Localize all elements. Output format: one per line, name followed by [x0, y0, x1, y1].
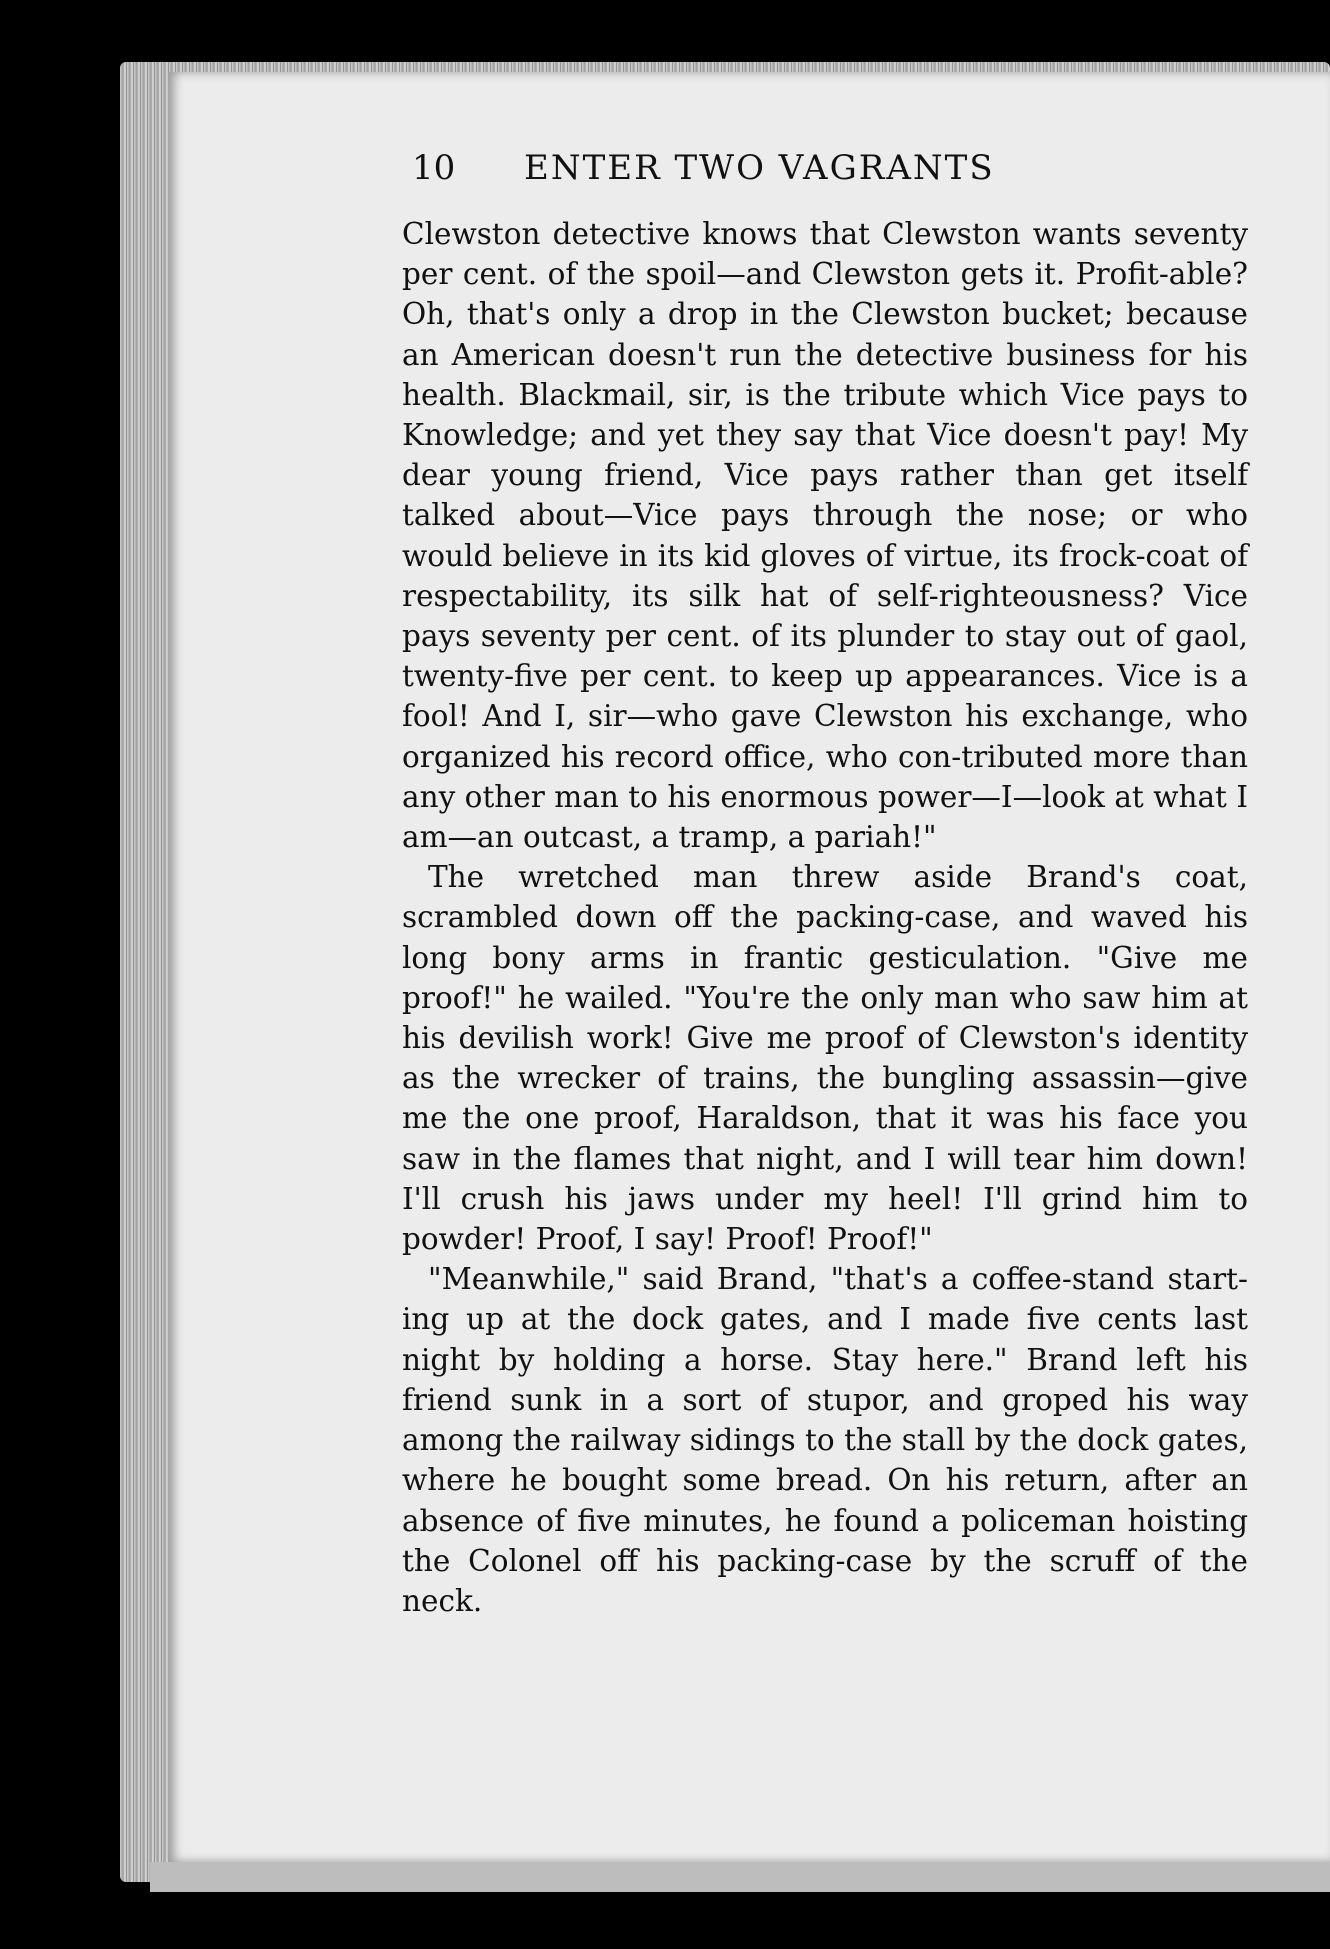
page-header — [412, 148, 1072, 198]
page-number: 10 — [412, 148, 456, 188]
body-text — [402, 214, 1248, 1621]
paragraph-2: The wretched man threw aside Brand's coat, scrambled down off the packing-case, and waved his long bony arms in frantic gesticulation. "Give me proof!" he wailed. "You're the only man who saw him at his devilish work! Give me proof of Clewston's identity as the wrecker of trains, the bungling assassin—give me the one proof, Haraldson, that it was his face you saw in the flames that night, and I will tear him down! I'll crush his jaws under my heel! I'll grind him to powder! Proof, I say! Proof! Proof!" — [402, 860, 1248, 1257]
page-bottom-edge — [150, 1862, 1330, 1892]
paragraph-3: "Meanwhile," said Brand, "that's a coffee-stand start-ing up at the dock gates, and I made five cents last night by holding a horse. Stay here." Brand left his friend sunk in a sort of stupor, and groped his way among the railway sidings to the stall by the dock gates, where he bought some bread. On his return, after an absence of five minutes, he found a policeman hoisting the Colonel off his packing-case by the scruff of the neck. — [402, 1262, 1248, 1618]
paragraph-1: Clewston detective knows that Clewston wants seventy per cent. of the spoil—and Clewston gets it. Profit-able? Oh, that's only a drop in the Clewston bucket; because an American doesn't run the detective business for his health. Blackmail, sir, is the tribute which Vice pays to Knowledge; and yet they say that Vice doesn't pay! My dear young friend, Vice pays rather than get itself talked about—Vice pays through the nose; or who would believe in its kid gloves of virtue, its frock-coat of respectability, its silk hat of self-righteousness? Vice pays seventy per cent. of its plunder to stay out of gaol, twenty-five per cent. to keep up appearances. Vice is a fool! And I, sir—who gave Clewston his exchange, who organized his record office, who con-tributed more than any other man to his enormous power—I—look at what I am—an outcast, a tramp, a pariah!" — [402, 217, 1248, 855]
running-head: ENTER TWO VAGRANTS — [524, 148, 995, 188]
